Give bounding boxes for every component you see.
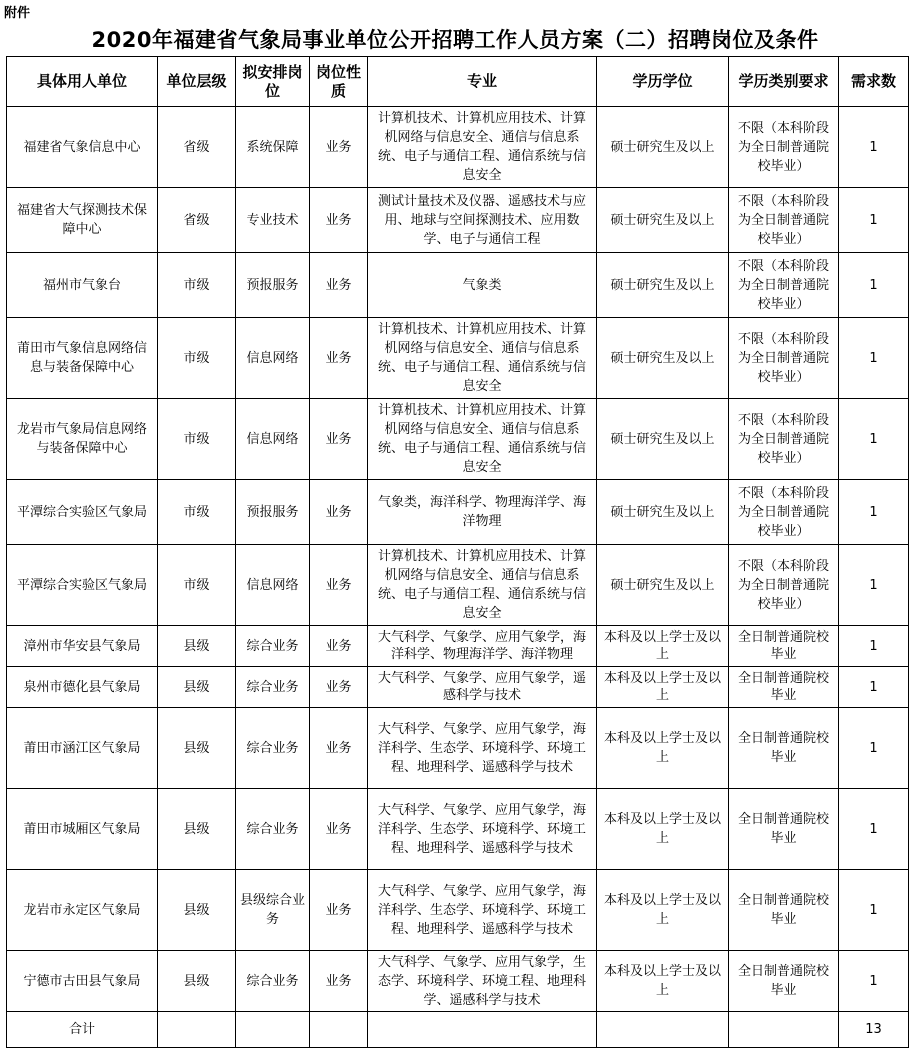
cell-unit: 漳州市华安县气象局 — [7, 626, 158, 667]
cell-post: 综合业务 — [236, 951, 310, 1012]
cell-post: 信息网络 — [236, 399, 310, 480]
cell-unit: 莆田市气象信息网络信息与装备保障中心 — [7, 318, 158, 399]
cell-post: 综合业务 — [236, 626, 310, 667]
cell-edu-type: 不限（本科阶段为全日制普通院校毕业） — [729, 318, 839, 399]
cell-count: 1 — [839, 253, 909, 318]
cell-post: 县级综合业务 — [236, 870, 310, 951]
document-title: 2020年福建省气象局事业单位公开招聘工作人员方案（二）招聘岗位及条件 — [91, 28, 819, 52]
cell-education: 本科及以上学士及以上 — [597, 951, 729, 1012]
table-row — [7, 951, 909, 1012]
cell-major: 大气科学、气象学、应用气象学，海洋科学、生态学、环境科学、环境工程、地理科学、遥感科学与技术 — [368, 789, 597, 870]
cell-count: 1 — [839, 951, 909, 1012]
cell-education: 本科及以上学士及以上 — [597, 708, 729, 789]
cell-edu-type: 不限（本科阶段为全日制普通院校毕业） — [729, 480, 839, 545]
cell-major: 计算机技术、计算机应用技术、计算机网络与信息安全、通信与信息系统、电子与通信工程、通信系统与信息安全 — [368, 399, 597, 480]
cell-nature: 业务 — [310, 107, 368, 188]
cell-post: 预报服务 — [236, 480, 310, 545]
empty-cell — [236, 1012, 310, 1048]
cell-level: 县级 — [158, 789, 236, 870]
table-row — [7, 626, 909, 667]
cell-major: 气象类，海洋科学、物理海洋学、海洋物理 — [368, 480, 597, 545]
cell-education: 本科及以上学士及以上 — [597, 789, 729, 870]
cell-unit: 龙岩市永定区气象局 — [7, 870, 158, 951]
cell-level: 县级 — [158, 667, 236, 708]
recruitment-table — [6, 56, 909, 1048]
cell-level: 县级 — [158, 870, 236, 951]
cell-nature: 业务 — [310, 545, 368, 626]
cell-level: 市级 — [158, 253, 236, 318]
cell-education: 本科及以上学士及以上 — [597, 626, 729, 667]
cell-major: 计算机技术、计算机应用技术、计算机网络与信息安全、通信与信息系统、电子与通信工程、通信系统与信息安全 — [368, 107, 597, 188]
cell-education: 硕士研究生及以上 — [597, 107, 729, 188]
table-row — [7, 188, 909, 253]
cell-edu-type: 全日制普通院校毕业 — [729, 708, 839, 789]
cell-level: 市级 — [158, 399, 236, 480]
cell-nature: 业务 — [310, 951, 368, 1012]
cell-post: 信息网络 — [236, 318, 310, 399]
cell-level: 市级 — [158, 318, 236, 399]
cell-count: 1 — [839, 480, 909, 545]
empty-cell — [729, 1012, 839, 1048]
cell-edu-type: 全日制普通院校毕业 — [729, 789, 839, 870]
cell-post: 综合业务 — [236, 708, 310, 789]
cell-education: 本科及以上学士及以上 — [597, 870, 729, 951]
cell-unit: 福建省气象信息中心 — [7, 107, 158, 188]
cell-major: 大气科学、气象学、应用气象学，海洋科学、物理海洋学、海洋物理 — [368, 626, 597, 667]
cell-edu-type: 不限（本科阶段为全日制普通院校毕业） — [729, 399, 839, 480]
cell-nature: 业务 — [310, 253, 368, 318]
cell-nature: 业务 — [310, 626, 368, 667]
cell-edu-type: 全日制普通院校毕业 — [729, 870, 839, 951]
cell-major: 计算机技术、计算机应用技术、计算机网络与信息安全、通信与信息系统、电子与通信工程、通信系统与信息安全 — [368, 545, 597, 626]
cell-nature: 业务 — [310, 318, 368, 399]
cell-major: 测试计量技术及仪器、遥感技术与应用、地球与空间探测技术、应用数学、电子与通信工程 — [368, 188, 597, 253]
header-level: 单位层级 — [158, 57, 236, 107]
attachment-label: 附件 — [4, 6, 31, 21]
table-row — [7, 545, 909, 626]
cell-major: 大气科学、气象学、应用气象学，海洋科学、生态学、环境科学、环境工程、地理科学、遥感科学与技术 — [368, 708, 597, 789]
cell-education: 本科及以上学士及以上 — [597, 667, 729, 708]
cell-nature: 业务 — [310, 870, 368, 951]
header-major: 专业 — [368, 57, 597, 107]
cell-count: 1 — [839, 188, 909, 253]
cell-count: 1 — [839, 545, 909, 626]
header-post: 拟安排岗位 — [236, 57, 310, 107]
cell-education: 硕士研究生及以上 — [597, 188, 729, 253]
cell-level: 省级 — [158, 107, 236, 188]
cell-post: 系统保障 — [236, 107, 310, 188]
cell-level: 县级 — [158, 951, 236, 1012]
cell-education: 硕士研究生及以上 — [597, 399, 729, 480]
cell-count: 1 — [839, 399, 909, 480]
header-nature: 岗位性质 — [310, 57, 368, 107]
header-education: 学历学位 — [597, 57, 729, 107]
cell-major: 气象类 — [368, 253, 597, 318]
table-row — [7, 480, 909, 545]
cell-nature: 业务 — [310, 188, 368, 253]
total-count: 13 — [839, 1012, 909, 1048]
table-row — [7, 318, 909, 399]
cell-count: 1 — [839, 789, 909, 870]
cell-post: 综合业务 — [236, 667, 310, 708]
cell-major: 计算机技术、计算机应用技术、计算机网络与信息安全、通信与信息系统、电子与通信工程、通信系统与信息安全 — [368, 318, 597, 399]
cell-level: 县级 — [158, 626, 236, 667]
header-count: 需求数 — [839, 57, 909, 107]
empty-cell — [310, 1012, 368, 1048]
empty-cell — [597, 1012, 729, 1048]
cell-unit: 福建省大气探测技术保障中心 — [7, 188, 158, 253]
cell-count: 1 — [839, 870, 909, 951]
cell-major: 大气科学、气象学、应用气象学，生态学、环境科学、环境工程、地理科学、遥感科学与技术 — [368, 951, 597, 1012]
cell-education: 硕士研究生及以上 — [597, 480, 729, 545]
table-row — [7, 789, 909, 870]
table-row — [7, 708, 909, 789]
total-row — [7, 1012, 909, 1048]
cell-count: 1 — [839, 626, 909, 667]
cell-nature: 业务 — [310, 667, 368, 708]
cell-unit: 泉州市德化县气象局 — [7, 667, 158, 708]
cell-post: 专业技术 — [236, 188, 310, 253]
cell-education: 硕士研究生及以上 — [597, 545, 729, 626]
cell-education: 硕士研究生及以上 — [597, 253, 729, 318]
cell-count: 1 — [839, 318, 909, 399]
cell-major: 大气科学、气象学、应用气象学，海洋科学、生态学、环境科学、环境工程、地理科学、遥感科学与技术 — [368, 870, 597, 951]
cell-edu-type: 不限（本科阶段为全日制普通院校毕业） — [729, 107, 839, 188]
cell-education: 硕士研究生及以上 — [597, 318, 729, 399]
cell-major: 大气科学、气象学、应用气象学，遥感科学与技术 — [368, 667, 597, 708]
cell-count: 1 — [839, 708, 909, 789]
header-edu-type: 学历类别要求 — [729, 57, 839, 107]
cell-unit: 莆田市涵江区气象局 — [7, 708, 158, 789]
header-row — [7, 57, 909, 107]
cell-edu-type: 不限（本科阶段为全日制普通院校毕业） — [729, 253, 839, 318]
cell-nature: 业务 — [310, 399, 368, 480]
table-row — [7, 667, 909, 708]
cell-unit: 莆田市城厢区气象局 — [7, 789, 158, 870]
cell-level: 市级 — [158, 480, 236, 545]
cell-edu-type: 全日制普通院校毕业 — [729, 626, 839, 667]
cell-edu-type: 全日制普通院校毕业 — [729, 667, 839, 708]
empty-cell — [158, 1012, 236, 1048]
cell-unit: 平潭综合实验区气象局 — [7, 545, 158, 626]
cell-edu-type: 全日制普通院校毕业 — [729, 951, 839, 1012]
cell-unit: 福州市气象台 — [7, 253, 158, 318]
cell-nature: 业务 — [310, 480, 368, 545]
cell-unit: 龙岩市气象局信息网络与装备保障中心 — [7, 399, 158, 480]
empty-cell — [368, 1012, 597, 1048]
cell-level: 县级 — [158, 708, 236, 789]
cell-edu-type: 不限（本科阶段为全日制普通院校毕业） — [729, 545, 839, 626]
table-row — [7, 399, 909, 480]
cell-nature: 业务 — [310, 708, 368, 789]
table-row — [7, 107, 909, 188]
cell-level: 市级 — [158, 545, 236, 626]
table-body — [7, 107, 909, 1048]
cell-post: 综合业务 — [236, 789, 310, 870]
total-label: 合计 — [7, 1012, 158, 1048]
cell-post: 信息网络 — [236, 545, 310, 626]
cell-level: 省级 — [158, 188, 236, 253]
header-unit: 具体用人单位 — [7, 57, 158, 107]
cell-count: 1 — [839, 667, 909, 708]
cell-unit: 平潭综合实验区气象局 — [7, 480, 158, 545]
table-row — [7, 253, 909, 318]
table-row — [7, 870, 909, 951]
cell-count: 1 — [839, 107, 909, 188]
cell-post: 预报服务 — [236, 253, 310, 318]
cell-nature: 业务 — [310, 789, 368, 870]
cell-edu-type: 不限（本科阶段为全日制普通院校毕业） — [729, 188, 839, 253]
cell-unit: 宁德市古田县气象局 — [7, 951, 158, 1012]
